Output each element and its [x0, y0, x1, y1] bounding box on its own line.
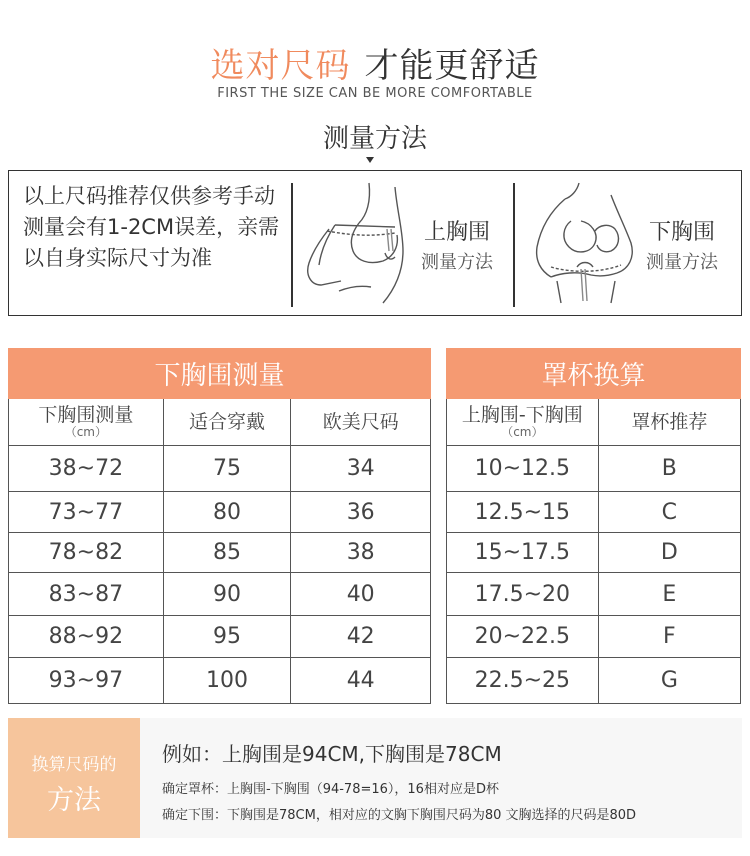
table-cell: 10~12.5	[447, 446, 599, 492]
underbust-table	[8, 348, 431, 704]
upper-bust-figure-icon	[299, 181, 419, 305]
table-cell: F	[598, 616, 740, 658]
table-cell: C	[598, 492, 740, 533]
band-determination-text: 确定下围：下胸围是78CM，相对应的文胸下胸围尺码为80 文胸选择的尺码是80D	[162, 808, 637, 823]
page-subtitle: FIRST THE SIZE CAN BE MORE COMFORTABLE	[217, 86, 533, 101]
method-title: 测量方法	[322, 124, 427, 154]
table-header	[9, 349, 431, 399]
column-unit: （cm）	[64, 425, 107, 439]
table-row	[447, 533, 741, 573]
table-cell: 20~22.5	[447, 616, 599, 658]
table-cell: 93~97	[9, 658, 164, 704]
underbust-table-title: 下胸围测量	[9, 349, 431, 399]
tag-line1: 换算尺码的	[31, 755, 117, 775]
conversion-method-panel	[8, 718, 742, 838]
table-row	[447, 492, 741, 533]
table-row	[9, 658, 431, 704]
conversion-method-tag	[8, 718, 140, 838]
caret-down-icon	[366, 157, 374, 163]
cup-conversion-table	[446, 348, 741, 704]
table-cell: 88~92	[9, 616, 164, 658]
table-cell: 80	[163, 492, 291, 533]
table-row	[447, 446, 741, 492]
page-title	[0, 38, 750, 87]
table-header	[447, 349, 741, 399]
table-cell: 38~72	[9, 446, 164, 492]
column-header: 罩杯推荐	[598, 399, 740, 446]
table-cell: 44	[291, 658, 431, 704]
divider	[291, 183, 293, 307]
table-row	[447, 658, 741, 704]
under-bust-line1: 下胸围	[648, 220, 715, 245]
column-header-row	[447, 399, 741, 446]
table-row	[9, 446, 431, 492]
table-cell: 95	[163, 616, 291, 658]
table-cell: 40	[291, 573, 431, 616]
column-label: 下胸围测量	[38, 404, 134, 426]
under-bust-label	[635, 215, 729, 274]
table-cell: 34	[291, 446, 431, 492]
upper-bust-line2: 测量方法	[421, 252, 493, 273]
table-cell: D	[598, 533, 740, 573]
table-cell: 75	[163, 446, 291, 492]
cup-determination-text: 确定罩杯：上胸围-下胸围（94-78=16），16相对应是D杯	[162, 782, 499, 797]
table-cell: G	[598, 658, 740, 704]
table-cell: 22.5~25	[447, 658, 599, 704]
column-header-row	[9, 399, 431, 446]
tag-line2: 方法	[47, 785, 101, 816]
table-cell: 36	[291, 492, 431, 533]
table-cell: 12.5~15	[447, 492, 599, 533]
column-unit: （cm）	[501, 425, 544, 439]
measurement-method-box	[8, 170, 742, 316]
table-row	[9, 573, 431, 616]
upper-bust-label	[411, 215, 503, 274]
column-header	[9, 399, 164, 446]
table-cell: 38	[291, 533, 431, 573]
cup-table-title: 罩杯换算	[447, 349, 741, 399]
table-row	[447, 573, 741, 616]
column-label: 上胸围-下胸围	[461, 404, 583, 426]
table-cell: 83~87	[9, 573, 164, 616]
under-bust-line2: 测量方法	[646, 252, 718, 273]
column-header: 适合穿戴	[163, 399, 291, 446]
table-cell: 78~82	[9, 533, 164, 573]
column-header	[447, 399, 599, 446]
table-cell: 100	[163, 658, 291, 704]
table-cell: 85	[163, 533, 291, 573]
table-row	[447, 616, 741, 658]
upper-bust-line1: 上胸围	[423, 220, 490, 245]
title-rest: 才能更舒适	[364, 46, 540, 86]
table-cell: B	[598, 446, 740, 492]
table-row	[9, 533, 431, 573]
table-cell: 17.5~20	[447, 573, 599, 616]
divider	[513, 183, 515, 307]
title-accent: 选对尺码	[210, 46, 351, 86]
under-bust-figure-icon	[521, 181, 639, 305]
table-cell: 90	[163, 573, 291, 616]
column-header: 欧美尺码	[291, 399, 431, 446]
table-cell: 73~77	[9, 492, 164, 533]
measurement-note: 以上尺码推荐仅供参考手动测量会有1-2CM误差，亲需以自身实际尺寸为准	[23, 184, 280, 270]
table-cell: 15~17.5	[447, 533, 599, 573]
table-row	[9, 492, 431, 533]
table-cell: 42	[291, 616, 431, 658]
table-cell: E	[598, 573, 740, 616]
example-text: 例如：上胸围是94CM,下胸围是78CM	[162, 742, 502, 766]
table-row	[9, 616, 431, 658]
